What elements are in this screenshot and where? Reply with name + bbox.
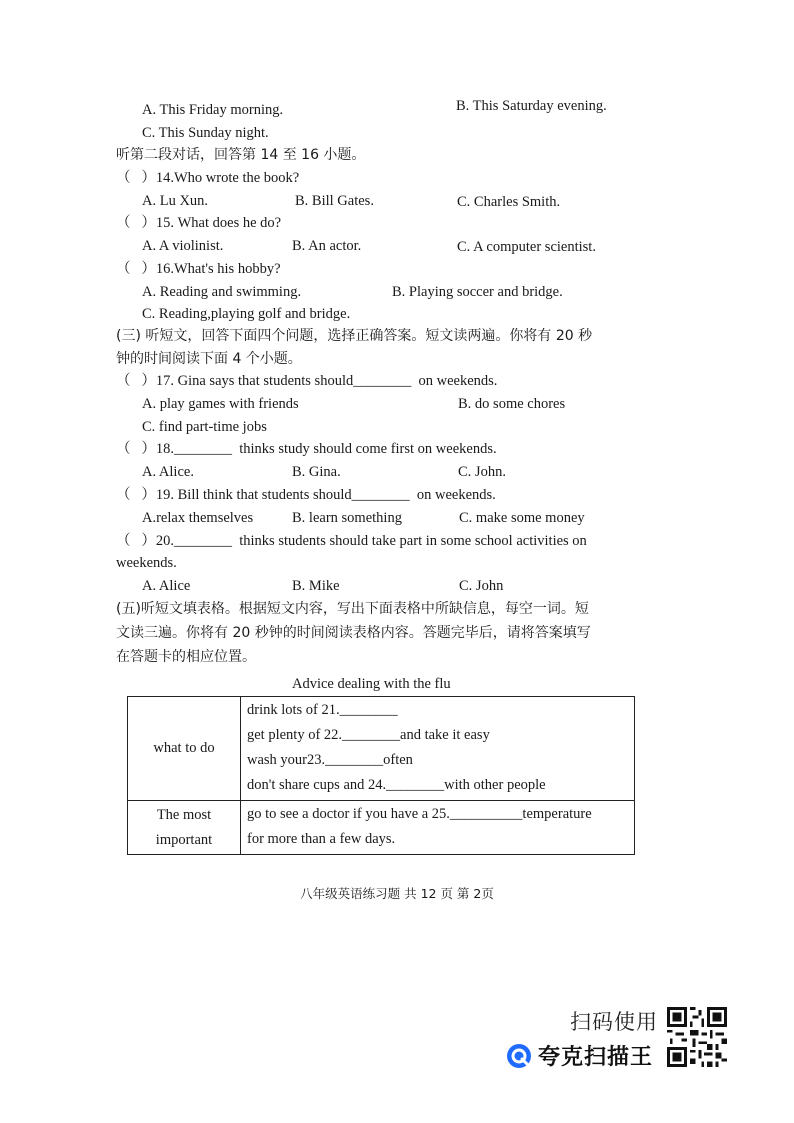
question-line: A. Lu Xun.	[142, 193, 209, 209]
instruction-line: 听第二段对话，回答第 14 至 16 小题。	[116, 147, 366, 163]
row-header: what to do	[128, 697, 241, 801]
instruction-line: 文读三遍。你将有 20 秒钟的时间阅读表格内容。答题完毕后，请将答案填写	[116, 625, 591, 641]
question-line: B. Mike	[292, 578, 340, 594]
quark-logo-icon	[506, 1043, 532, 1069]
question-line: C. John.	[458, 464, 506, 480]
row-header	[128, 801, 241, 855]
scanner-brand	[506, 1040, 653, 1071]
question-line: （ ）18.________ thinks study should come first on weekends.	[116, 441, 497, 457]
question-line: B. learn something	[292, 510, 402, 526]
question-line: （ ）15. What does he do?	[116, 215, 282, 231]
question-line: A. This Friday morning.	[142, 102, 284, 118]
question-line: C. John	[459, 578, 504, 594]
question-line: （ ）17. Gina says that students should________ on weekends.	[116, 373, 498, 389]
question-line: A. Alice.	[142, 464, 194, 480]
table-row	[128, 697, 635, 801]
advice-table	[127, 696, 635, 855]
table-row	[128, 801, 635, 855]
table-line: for more than a few days.	[247, 831, 396, 847]
table-line: don't share cups and 24.________with other people	[247, 777, 546, 793]
question-line: C. find part-time jobs	[142, 419, 267, 435]
question-line: （ ）16.What's his hobby?	[116, 261, 281, 277]
table-line: drink lots of 21.________	[247, 702, 398, 718]
question-line: B. Gina.	[292, 464, 341, 480]
instruction-line: 钟的时间阅读下面 4 个小题。	[116, 351, 302, 367]
instruction-line: 在答题卡的相应位置。	[116, 649, 256, 665]
question-line: A. play games with friends	[142, 396, 299, 412]
question-line: A. Alice	[142, 578, 191, 594]
table-line: get plenty of 22.________and take it easy	[247, 727, 490, 743]
brand-name: 夸克扫描王	[538, 1045, 654, 1070]
row-header-line: The most	[156, 806, 212, 823]
row-content	[241, 697, 635, 801]
row-content	[241, 801, 635, 855]
question-line: C. make some money	[459, 510, 585, 526]
question-line: C. Charles Smith.	[457, 194, 561, 210]
question-line: A.relax themselves	[142, 510, 254, 526]
question-line: （ ）19. Bill think that students should________ on weekends.	[116, 487, 496, 503]
row-header-line: important	[155, 831, 213, 848]
table-line: go to see a doctor if you have a 25.__________temperature	[247, 806, 592, 822]
question-line: （ ）20.________ thinks students should take part in some school activities on	[116, 533, 587, 549]
question-line: B. This Saturday evening.	[456, 98, 607, 114]
question-line: weekends.	[116, 555, 177, 571]
question-line: A. A violinist.	[142, 238, 224, 254]
page-footer: 八年级英语练习题 共 12 页 第 2页	[300, 886, 494, 901]
qr-code-icon[interactable]	[667, 1007, 727, 1067]
question-line: B. An actor.	[292, 238, 362, 254]
table-line: wash your23.________often	[247, 752, 413, 768]
question-line: B. Playing soccer and bridge.	[392, 284, 563, 300]
question-line: Advice dealing with the flu	[292, 676, 451, 692]
question-line: （ ）14.Who wrote the book?	[116, 170, 300, 186]
question-line: B. Bill Gates.	[295, 193, 374, 209]
scan-to-use-label: 扫码使用	[570, 1010, 658, 1034]
question-line: C. A computer scientist.	[457, 239, 596, 255]
instruction-line: (五)听短文填表格。根据短文内容，写出下面表格中所缺信息，每空一词。短	[116, 601, 589, 617]
question-line: C. This Sunday night.	[142, 125, 269, 141]
instruction-line: (三) 听短文，回答下面四个问题，选择正确答案。短文读两遍。你将有 20 秒	[116, 328, 593, 344]
question-line: C. Reading,playing golf and bridge.	[142, 306, 351, 322]
question-line: B. do some chores	[458, 396, 566, 412]
question-line: A. Reading and swimming.	[142, 284, 302, 300]
